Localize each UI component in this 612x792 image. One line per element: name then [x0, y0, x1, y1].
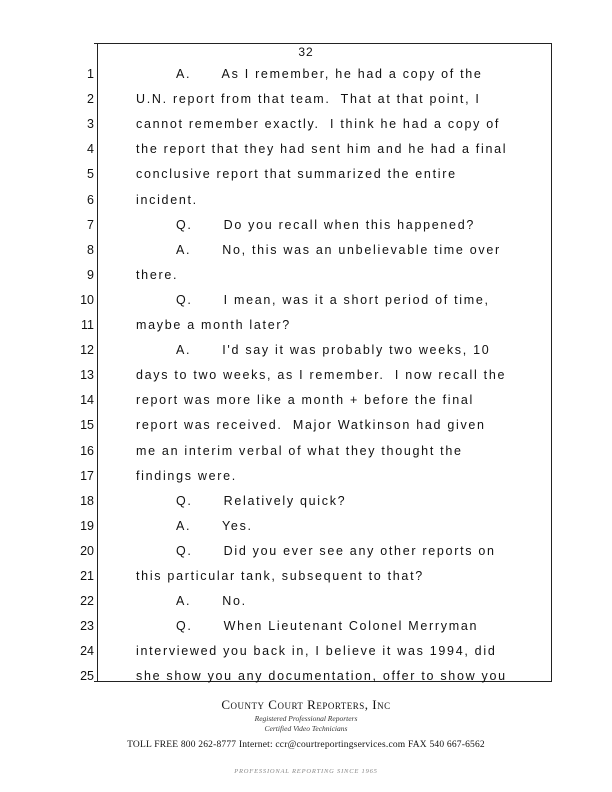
line-number: 14: [80, 393, 94, 407]
line-number: 5: [87, 167, 94, 181]
transcript-line: Q. Did you ever see any other reports on: [176, 544, 496, 558]
line-number: 8: [87, 243, 94, 257]
transcript-line: conclusive report that summarized the entire: [136, 167, 457, 181]
transcript-frame: [94, 43, 552, 682]
transcript-line: Q. When Lieutenant Colonel Merryman: [176, 619, 479, 633]
transcript-line: Q. Relatively quick?: [176, 494, 347, 508]
footer-firm-name: County Court Reporters, Inc: [221, 697, 391, 712]
transcript-line: findings were.: [136, 469, 237, 483]
line-number: 15: [80, 418, 94, 432]
transcript-line: days to two weeks, as I remember. I now recall the: [136, 368, 507, 382]
line-number: 21: [80, 569, 94, 583]
line-number: 18: [80, 494, 94, 508]
transcript-line: cannot remember exactly. I think he had a copy of: [136, 117, 501, 131]
footer-tagline-video: Certified Video Technicians: [264, 724, 348, 733]
line-number: 12: [80, 343, 94, 357]
footer-tagline-reporters: Registered Professional Reporters: [254, 714, 358, 723]
transcript-line: maybe a month later?: [136, 318, 291, 332]
line-number: 10: [80, 293, 94, 307]
transcript-line: A. Yes.: [176, 519, 253, 533]
transcript-line: U.N. report from that team. That at that point, I: [136, 92, 481, 106]
line-number: 16: [80, 444, 94, 458]
transcript-line: report was received. Major Watkinson had given: [136, 418, 486, 432]
line-number: 4: [87, 142, 94, 156]
line-number: 24: [80, 644, 94, 658]
transcript-line: the report that they had sent him and he had a final: [136, 142, 508, 156]
line-number: 6: [87, 193, 94, 207]
transcript-line: she show you any documentation, offer to show you: [136, 669, 507, 683]
transcript-line: A. As I remember, he had a copy of the: [176, 67, 483, 81]
line-number: 1: [87, 67, 94, 81]
line-number: 25: [80, 669, 94, 683]
transcript-line: incident.: [136, 193, 198, 207]
line-number: 7: [87, 218, 94, 232]
line-number: 3: [87, 117, 94, 131]
line-number-margin-rule: [97, 43, 98, 682]
line-number: 19: [80, 519, 94, 533]
transcript-line: there.: [136, 268, 179, 282]
transcript-line: A. No.: [176, 594, 247, 608]
footer-watermark: PROFESSIONAL REPORTING SINCE 1965: [234, 768, 378, 775]
line-number: 13: [80, 368, 94, 382]
footer-contact: TOLL FREE 800 262-8777 Internet: ccr@courtreportingservices.com FAX 540 667-6562: [127, 740, 485, 750]
transcript-line: this particular tank, subsequent to that?: [136, 569, 424, 583]
line-number: 17: [80, 469, 94, 483]
line-number: 9: [87, 268, 94, 282]
page-number: 32: [298, 45, 314, 59]
line-number: 23: [80, 619, 94, 633]
transcript-line: me an interim verbal of what they thought the: [136, 444, 463, 458]
transcript-line: Q. Do you recall when this happened?: [176, 218, 476, 232]
line-number: 20: [80, 544, 94, 558]
transcript-line: A. I'd say it was probably two weeks, 10: [176, 343, 491, 357]
transcript-line: report was more like a month + before the final: [136, 393, 475, 407]
transcript-line: interviewed you back in, I believe it was 1994, did: [136, 644, 497, 658]
line-number: 11: [81, 318, 94, 332]
transcript-line: Q. I mean, was it a short period of time,: [176, 293, 490, 307]
line-number: 2: [87, 92, 94, 106]
transcript-line: A. No, this was an unbelievable time over: [176, 243, 501, 257]
line-number: 22: [80, 594, 94, 608]
